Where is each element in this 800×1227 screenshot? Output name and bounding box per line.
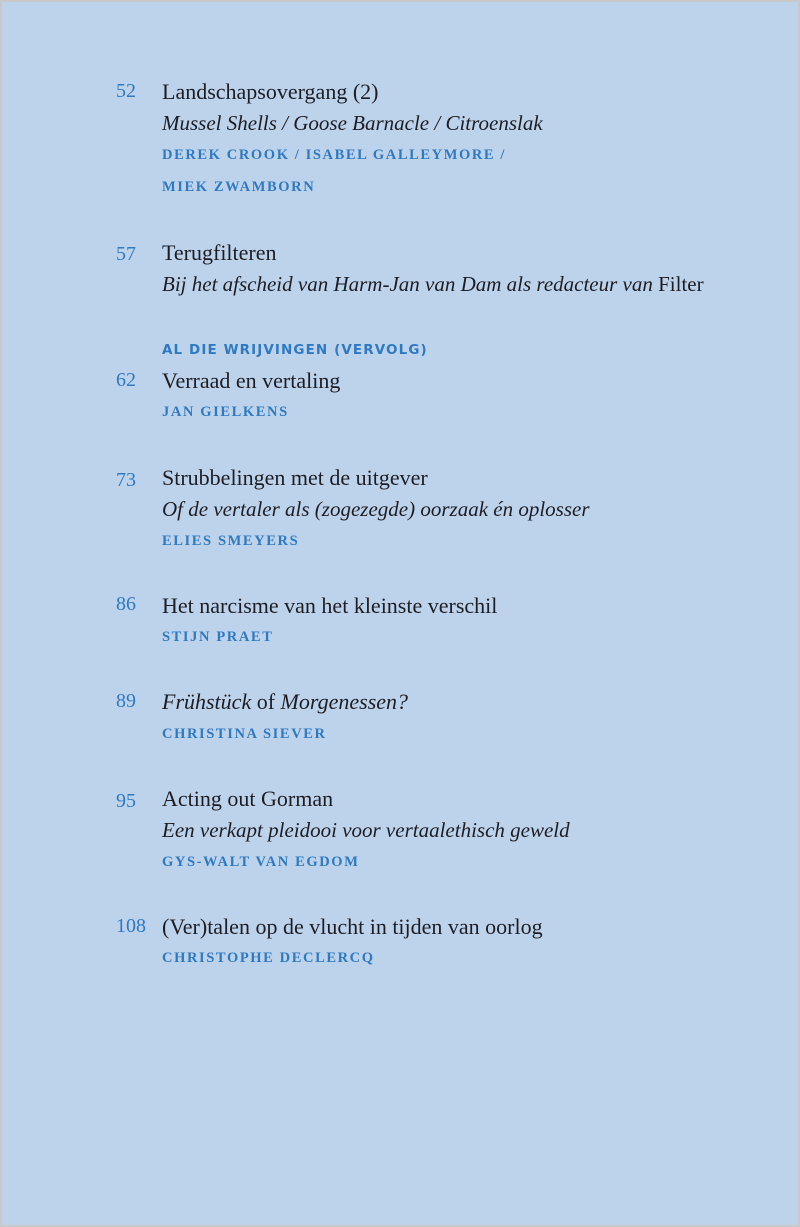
entry-author: STIJN PRAET: [162, 629, 274, 645]
entry-subtitle: Een verkapt pleidooi voor vertaalethisch geweld: [162, 818, 570, 842]
section-heading: AL DIE WRIJVINGEN (VERVOLG): [162, 342, 428, 358]
page-number: 108: [116, 915, 146, 937]
entry-authors: DEREK CROOK / ISABEL GALLEYMORE /: [162, 147, 507, 163]
entry-author: ELIES SMEYERS: [162, 533, 300, 549]
page-number: 62: [116, 369, 136, 391]
entry-author: GYS-WALT VAN EGDOM: [162, 854, 360, 870]
page-number: 52: [116, 80, 136, 102]
entry-title: Het narcisme van het kleinste verschil: [162, 593, 498, 618]
entry-author: CHRISTINA SIEVER: [162, 726, 327, 742]
page-number: 57: [116, 243, 136, 265]
entry-title: Terugfilteren: [162, 240, 277, 265]
entry-subtitle: Of de vertaler als (zogezegde) oorzaak én oplosser: [162, 497, 590, 521]
entry-subtitle: Mussel Shells / Goose Barnacle / Citroenslak: [162, 111, 543, 135]
entry-title: (Ver)talen op de vlucht in tijden van oorlog: [162, 914, 543, 939]
entry-title: Verraad en vertaling: [162, 368, 341, 393]
page-number: 73: [116, 469, 136, 491]
entry-author: JAN GIELKENS: [162, 404, 289, 420]
entry-authors: MIEK ZWAMBORN: [162, 179, 316, 195]
page-number: 86: [116, 593, 136, 615]
entry-title: Landschapsovergang (2): [162, 79, 379, 104]
entry-title: Strubbelingen met de uitgever: [162, 465, 428, 490]
toc-page: [2, 2, 798, 1225]
page-number: 89: [116, 690, 136, 712]
entry-title: Frühstück of Morgenessen?: [162, 689, 409, 714]
entry-subtitle: Bij het afscheid van Harm-Jan van Dam als redacteur van Filter: [162, 272, 704, 296]
page-number: 95: [116, 790, 136, 812]
entry-title: Acting out Gorman: [162, 786, 334, 811]
entry-author: CHRISTOPHE DECLERCQ: [162, 950, 375, 966]
